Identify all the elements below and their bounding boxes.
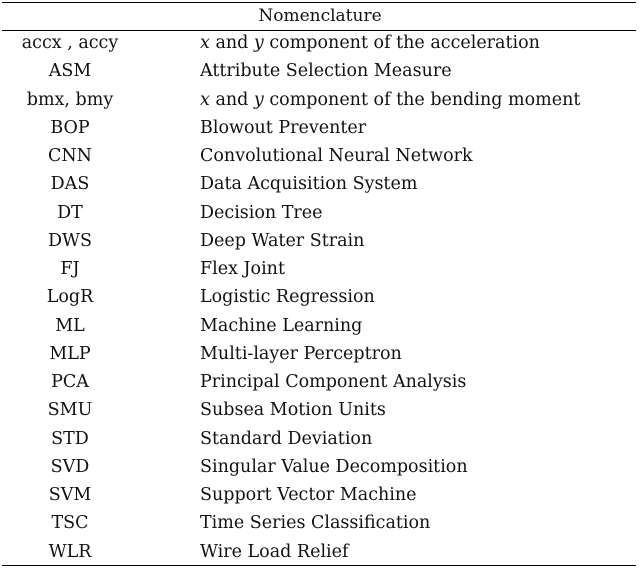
bottom-rule: [2, 565, 636, 566]
table-row: [0, 455, 640, 483]
table-row: [0, 314, 640, 342]
abbreviation: WLR: [48, 541, 92, 562]
table-body: [0, 31, 640, 568]
definition: Decision Tree: [200, 202, 323, 223]
table-row: [0, 427, 640, 455]
definition: Time Series Classification: [200, 513, 431, 534]
table-row: [0, 540, 640, 568]
table-row: [0, 172, 640, 200]
table-row: [0, 257, 640, 285]
definition: [200, 61, 452, 81]
math-variable: y: [253, 89, 264, 110]
abbreviation: PCA: [51, 372, 89, 392]
table-row: [0, 483, 640, 511]
abbreviation: SVM: [48, 485, 92, 505]
table-row: [0, 201, 640, 229]
definition: Support Vector Machine: [200, 485, 417, 505]
definition: Multi-layer Perceptron: [200, 343, 402, 364]
definition-text: component of the acceleration: [263, 33, 540, 53]
math-variable: x: [200, 89, 210, 110]
abbreviation: MLP: [49, 343, 91, 364]
table-row: [0, 370, 640, 398]
definition: Singular Value Decomposition: [200, 456, 468, 477]
definition: [200, 90, 580, 110]
table-row: [0, 342, 640, 370]
abbreviation: FJ: [60, 259, 80, 279]
abbreviation: DWS: [47, 230, 92, 251]
definition: Subsea Motion Units: [200, 400, 386, 421]
definition: Convolutional Neural Network: [200, 146, 473, 166]
table-row: [0, 398, 640, 426]
abbreviation: ASM: [48, 61, 92, 82]
abbreviation: accx , accy: [21, 33, 119, 53]
definition: Logistic Regression: [200, 287, 375, 308]
table-row: [0, 511, 640, 539]
definition: Flex Joint: [200, 259, 285, 279]
definition-text: and: [209, 33, 254, 53]
abbreviation: DT: [57, 202, 83, 223]
definition-text: component of the bending moment: [263, 89, 581, 110]
table-row: [0, 229, 640, 257]
definition: Standard Deviation: [200, 428, 373, 449]
table-title: Nomenclature: [258, 6, 382, 26]
definition-text: Attribute Selection Measure: [200, 61, 452, 82]
table-row: [0, 59, 640, 87]
definition: Blowout Preventer: [200, 117, 367, 138]
math-variable: y: [253, 33, 264, 53]
definition: Machine Learning: [200, 315, 363, 336]
table-row: [0, 116, 640, 144]
abbreviation: STD: [51, 428, 89, 449]
abbreviation: SMU: [47, 400, 93, 421]
definition-text: and: [209, 89, 254, 110]
math-variable: x: [200, 33, 210, 53]
definition: Wire Load Relief: [200, 541, 349, 562]
table-row: [0, 88, 640, 116]
table-row: [0, 144, 640, 172]
abbreviation: bmx, bmy: [26, 89, 114, 110]
abbreviation: ML: [55, 315, 85, 336]
definition: Data Acquisition System: [200, 174, 418, 195]
table-row: [0, 285, 640, 313]
definition: Principal Component Analysis: [200, 372, 467, 392]
abbreviation: SVD: [50, 456, 90, 477]
abbreviation: CNN: [47, 146, 92, 166]
table-row: [0, 31, 640, 59]
abbreviation: DAS: [50, 174, 90, 195]
abbreviation: BOP: [50, 117, 90, 138]
definition: [200, 33, 540, 53]
abbreviation: TSC: [51, 513, 89, 534]
definition: Deep Water Strain: [200, 230, 365, 251]
abbreviation: LogR: [46, 287, 94, 308]
